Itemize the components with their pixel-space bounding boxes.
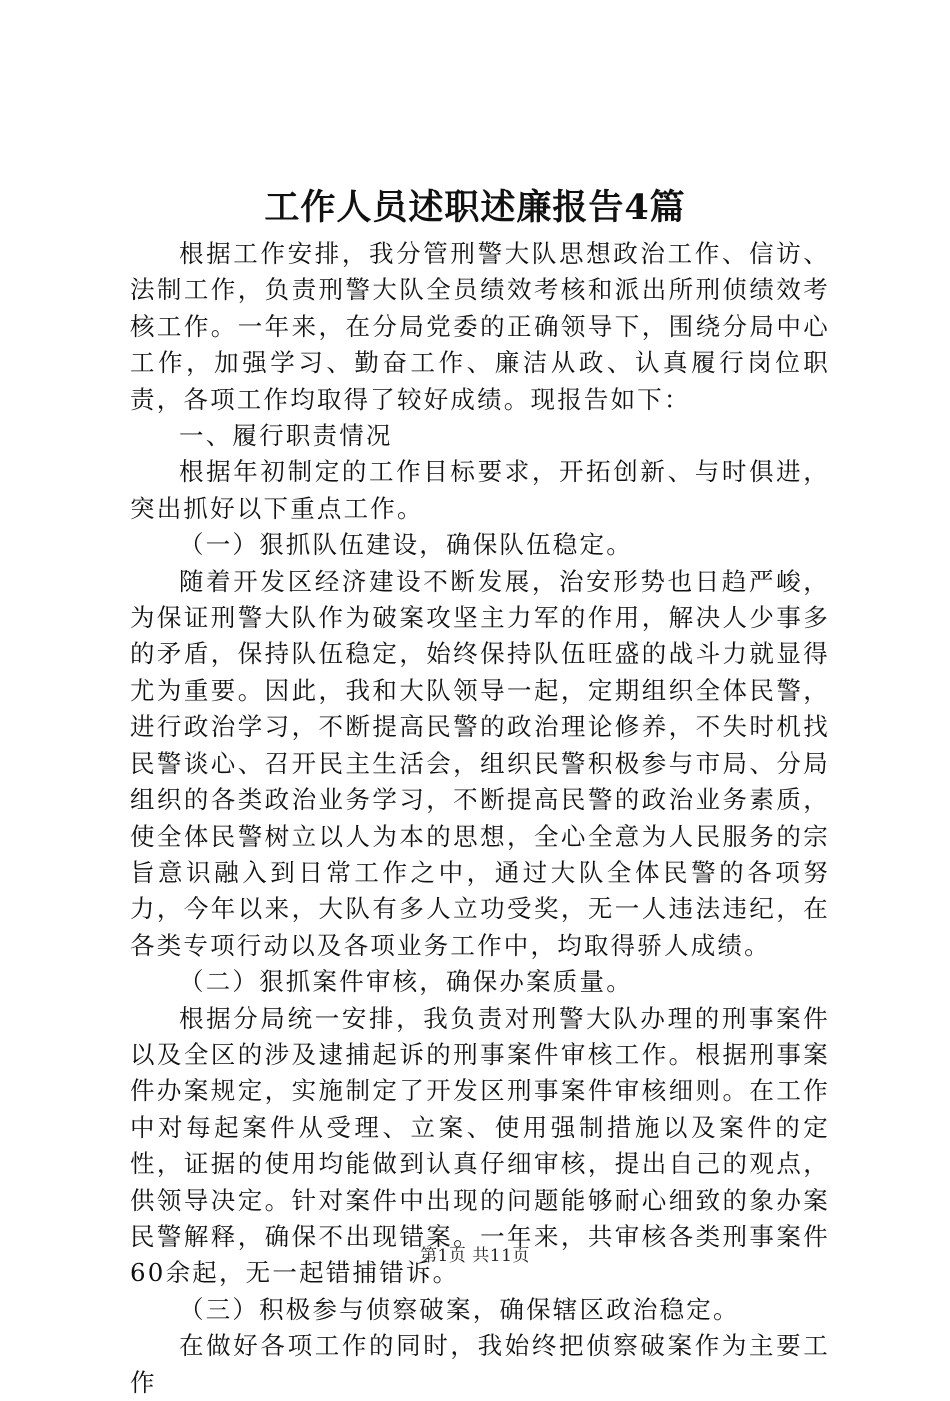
paragraph-team-building: 随着开发区经济建设不断发展，治安形势也日趋严峻，为保证刑警大队作为破案攻坚主力军的作用，解决人少事多的矛盾，保持队伍稳定，始终保持队伍旺盛的战斗力就显得尤为重要。因此，我和大队领导一起，定期组织全体民警，进行政治学习，不断提高民警的政治理论修养，不失时机找民警谈心、召开民主生活会，组织民警积极参与市局、分局组织的各类政治业务学习，不断提高民警的政治业务素质，使全体民警树立以人为本的思想，全心全意为人民服务的宗旨意识融入到日常工作之中，通过大队全体民警的各项努力，今年以来，大队有多人立功受奖，无一人违法违纪，在各类专项行动以及各项业务工作中，均取得骄人成绩。 — [130, 566, 830, 960]
paragraph-case-review: 根据分局统一安排，我负责对刑警大队办理的刑事案件以及全区的涉及逮捕起诉的刑事案件审核工作。根据刑事案件办案规定，实施制定了开发区刑事案件审核细则。在工作中对每起案件从受理、立案、使用强制措施以及案件的定性，证据的使用均能做到认真仔细审核，提出自己的观点，供领导决定。针对案件中出现的问题能够耐心细致的象办案民警解释，确保不出现错案。一年来，共审核各类刑事案件60余起，无一起错捕错诉。 — [130, 1003, 830, 1288]
document-body — [130, 236, 830, 1401]
section-heading-duties: 一、履行职责情况 — [179, 421, 393, 451]
subheading-case-review: （二）狠抓案件审核，确保办案质量。 — [179, 967, 633, 997]
paragraph-goals: 根据年初制定的工作目标要求，开拓创新、与时俱进，突出抓好以下重点工作。 — [130, 457, 830, 523]
subheading-investigation: （三）积极参与侦察破案，确保辖区政治稳定。 — [179, 1294, 740, 1324]
subheading-team-building: （一）狠抓队伍建设，确保队伍稳定。 — [179, 530, 633, 560]
document-title: 工作人员述职述廉报告4篇 — [264, 187, 686, 228]
page-footer: 第1页 共11页 — [420, 1246, 530, 1266]
paragraph-intro: 根据工作安排，我分管刑警大队思想政治工作、信访、法制工作，负责刑警大队全员绩效考核和派出所刑侦绩效考核工作。一年来，在分局党委的正确领导下，围绕分局中心工作，加强学习、勤奋工作、廉洁从政、认真履行岗位职责，各项工作均取得了较好成绩。现报告如下： — [130, 239, 830, 414]
paragraph-investigation: 在做好各项工作的同时，我始终把侦察破案作为主要工作 — [130, 1331, 830, 1397]
